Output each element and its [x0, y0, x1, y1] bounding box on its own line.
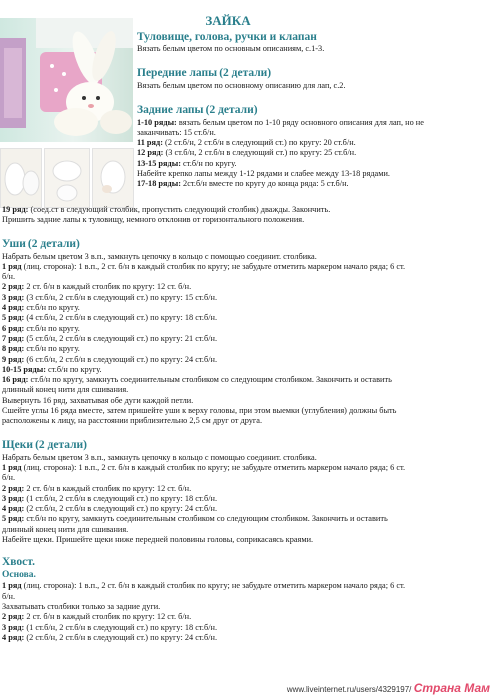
row-label: 4 ряд: — [2, 504, 25, 514]
ears-heading: Уши — [2, 237, 26, 250]
row-text: Набейте щеки. Пришейте щеки ниже передней половины головы, соприкасаясь краями. — [2, 535, 314, 545]
hind-paws-final-lines — [2, 205, 405, 226]
detail-photo — [0, 148, 42, 208]
cheeks-lines — [2, 453, 405, 546]
instruction-line — [2, 215, 405, 225]
row-text: 2 ст. б/н в каждый столбик по кругу: 12 ст. б/н. — [24, 612, 192, 622]
row-text: (лиц. сторона): 1 в.п., 2 ст. б/н в каждый столбик по кругу; не забудьте отметить маркером начало ряда; 6 ст. — [21, 462, 406, 472]
body-heading: Туловище, голова, ручки и клапан — [137, 31, 317, 43]
row-text: ст.б/н по кругу, замкнуть соединительным столбиком со следующим столбиком. Закончить и оставить — [28, 375, 392, 385]
row-label: 13-15 ряды: — [137, 158, 181, 168]
instruction-line — [2, 612, 405, 622]
row-label: 1 ряд — [2, 261, 22, 271]
row-text: ст.б/н по кругу. — [24, 323, 80, 333]
cheeks-heading: Щеки — [2, 438, 33, 451]
instruction-line — [2, 416, 405, 426]
instruction-line — [2, 293, 405, 303]
row-label: 19 ряд: — [2, 205, 29, 214]
instruction-line — [2, 205, 405, 215]
row-label: 3 ряд: — [2, 622, 25, 632]
front-paws-text: Вязать белым цветом по основному описанию для лап, с.2. — [137, 81, 346, 91]
instruction-line — [2, 375, 405, 385]
instruction-line — [2, 324, 405, 334]
watermark — [286, 680, 490, 695]
instruction-line — [137, 159, 424, 169]
row-label: 6 ряд: — [2, 323, 25, 333]
row-text: 2 ст. б/н в каждый столбик по кругу: 12 ст. б/н. — [24, 483, 192, 493]
row-text: Вывернуть 16 ряд, захватывая обе дуги каждой петли. — [2, 395, 194, 405]
row-label: 8 ряд: — [2, 344, 25, 354]
hind-paws-lines — [137, 118, 424, 190]
row-label: 12 ряд: — [137, 148, 164, 158]
row-text: (5 ст.б/н, 2 ст.б/н в следующий ст.) по кругу: 21 ст.б/н. — [24, 333, 218, 343]
lower-section — [2, 205, 405, 643]
row-label: 4 ряд: — [2, 632, 25, 642]
instruction-line — [2, 406, 405, 416]
row-label: 1-10 ряды: — [137, 117, 177, 127]
instruction-line — [137, 148, 424, 158]
row-text: (3 ст.б/н, 2 ст.б/н в следующий ст.) по кругу: 15 ст.б/н. — [24, 292, 218, 302]
page-title: ЗАЙКА — [205, 13, 251, 28]
row-text: 2 ст. б/н в каждый столбик по кругу: 12 ст. б/н. — [24, 282, 192, 292]
row-text: Набрать белым цветом 3 в.п., замкнуть цепочку в кольцо с помощью соединит. столбика. — [2, 251, 317, 261]
instruction-line — [2, 303, 405, 313]
detail-photo — [92, 148, 134, 208]
row-text: б/н. — [2, 272, 16, 282]
row-text: (лиц. сторона): 1 в.п., 2 ст. б/н в каждый столбик по кругу; не забудьте отметить маркером начало ряда; 6 ст. — [21, 581, 406, 591]
instruction-line — [2, 262, 405, 272]
instruction-line — [2, 272, 405, 282]
front-paws-count: (2 детали) — [219, 67, 272, 80]
row-text: ст.б/н по кругу. — [180, 158, 237, 168]
row-text: (1 ст.б/н, 2 ст.б/н в следующий ст.) по кругу: 18 ст.б/н. — [24, 622, 218, 632]
instruction-line — [137, 169, 424, 179]
row-text: (6 ст.б/н, 2 ст.б/н в следующий ст.) по кругу: 24 ст.б/н. — [24, 354, 218, 364]
instruction-line — [2, 525, 405, 535]
instruction-line — [2, 623, 405, 633]
instruction-line — [2, 334, 405, 344]
body-text: Вязать белым цветом по основным описаниям, с.1-3. — [137, 44, 325, 53]
instruction-line — [2, 252, 405, 262]
row-label: 3 ряд: — [2, 292, 25, 302]
row-text: 2ст.б/н вместе по кругу до конца ряда: 5 ст.б/н. — [180, 179, 349, 189]
instruction-line — [2, 535, 405, 545]
row-text: длинный конец нити для сшивания. — [2, 524, 129, 534]
row-label: 5 ряд: — [2, 313, 25, 323]
row-text: Сшейте углы 16 ряда вместе, затем пришейте уши к верху головы, при этом выемки (углубления) должны быть — [2, 406, 397, 416]
upper-section — [137, 30, 424, 190]
row-text: ст.б/н по кругу. — [45, 364, 102, 374]
row-text: вязать белым цветом по 1-10 ряду основного описания для лап, но не — [176, 117, 424, 127]
row-label: 5 ряд: — [2, 514, 25, 524]
instruction-line — [2, 344, 405, 354]
instruction-line — [2, 514, 405, 524]
row-label: 17-18 ряды: — [137, 179, 181, 189]
row-label: 1 ряд — [2, 462, 22, 472]
row-label: 1 ряд — [2, 581, 22, 591]
row-label: 2 ряд: — [2, 612, 25, 622]
row-text: Захватывать столбики только за задние дуги. — [2, 601, 161, 611]
row-text: (4 ст.б/н, 2 ст.б/н в следующий ст.) по кругу: 18 ст.б/н. — [24, 313, 218, 323]
instruction-line — [137, 128, 424, 138]
row-label: 4 ряд: — [2, 303, 25, 313]
instruction-line — [2, 396, 405, 406]
ears-count: (2 детали) — [27, 237, 80, 250]
row-text: Набрать белым цветом 3 в.п., замкнуть цепочку в кольцо с помощью соединит. столбика. — [2, 452, 317, 462]
cheeks-count: (2 детали) — [35, 438, 88, 451]
instruction-line — [2, 282, 405, 292]
row-label: 2 ряд: — [2, 282, 25, 292]
bunny-photo — [0, 18, 133, 142]
instruction-line — [2, 463, 405, 473]
source-url[interactable]: www.liveinternet.ru/users/4329197/ — [286, 684, 412, 694]
row-text: ст.б/н по кругу. — [24, 303, 80, 313]
row-label: 10-15 ряды: — [2, 364, 46, 374]
instruction-line — [2, 602, 405, 612]
row-text: (2 ст.б/н, 2 ст.б/н в следующий ст.) по кругу: 24 ст.б/н. — [24, 632, 218, 642]
instruction-line — [137, 138, 424, 148]
hind-paws-heading: Задние лапы — [137, 103, 204, 116]
instruction-line — [2, 581, 405, 591]
row-label: 11 ряд: — [137, 138, 163, 148]
instruction-line — [2, 355, 405, 365]
row-text: б/н. — [2, 473, 16, 483]
instruction-line — [2, 633, 405, 643]
tail-heading: Хвост. — [2, 556, 35, 569]
row-text: (лиц. сторона): 1 в.п., 2 ст. б/н в каждый столбик по кругу; не забудьте отметить маркером начало ряда; 6 ст. — [21, 261, 406, 271]
row-text: (2 ст.б/н, 2 ст.б/н в следующий ст.) по кругу: 20 ст.б/н. — [162, 138, 356, 148]
instruction-line — [2, 473, 405, 483]
row-text: (2 ст.б/н, 2 ст.б/н в следующий ст.) по кругу: 24 ст.б/н. — [24, 504, 218, 514]
row-text: (соед.ст в следующий столбик, пропустить следующий столбик) дважды. Закончить. — [28, 205, 331, 214]
instruction-line — [137, 179, 424, 189]
row-text: ст.б/н по кругу, замкнуть соединительным столбиком со следующим столбиком. Закончить и оставить — [24, 514, 388, 524]
instruction-line — [2, 385, 405, 395]
instruction-line — [2, 453, 405, 463]
row-text: длинный конец нити для сшивания. — [2, 385, 129, 395]
detail-photo — [44, 148, 90, 208]
instruction-line — [2, 313, 405, 323]
row-text: Пришить задние лапы к туловищу, немного отклонив от горизонтального положения. — [2, 215, 305, 225]
brand-logo: Страна Мам — [413, 680, 490, 695]
row-text: (1 ст.б/н, 2 ст.б/н в следующий ст.) по кругу: 18 ст.б/н. — [24, 493, 218, 503]
row-text: (3 ст.б/н, 2 ст.б/н в следующий ст.) по кругу: 25 ст.б/н. — [163, 148, 357, 158]
row-label: 16 ряд: — [2, 375, 29, 385]
row-text: б/н. — [2, 591, 16, 601]
front-paws-heading: Передние лапы — [137, 67, 218, 80]
row-label: 9 ряд: — [2, 354, 25, 364]
instruction-line — [2, 504, 405, 514]
instruction-line — [2, 484, 405, 494]
instruction-line — [2, 592, 405, 602]
hind-paws-count: (2 детали) — [205, 103, 258, 116]
instruction-line — [137, 118, 424, 128]
tail-subheading: Основа. — [2, 570, 36, 581]
row-label: 2 ряд: — [2, 483, 25, 493]
row-text: Набейте крепко лапы между 1-12 рядами и слабее между 13-18 рядами. — [137, 169, 390, 179]
row-label: 7 ряд: — [2, 333, 25, 343]
instruction-line — [2, 365, 405, 375]
tail-lines — [2, 581, 405, 643]
row-text: расположены к лицу, на расстоянии приблизительно 2,5 см друг от друга. — [2, 416, 263, 426]
row-text: заканчивать: 15 ст.б/н. — [137, 127, 216, 137]
row-label: 3 ряд: — [2, 493, 25, 503]
ears-lines — [2, 252, 405, 427]
instruction-line — [2, 494, 405, 504]
row-text: ст.б/н по кругу. — [24, 344, 80, 354]
